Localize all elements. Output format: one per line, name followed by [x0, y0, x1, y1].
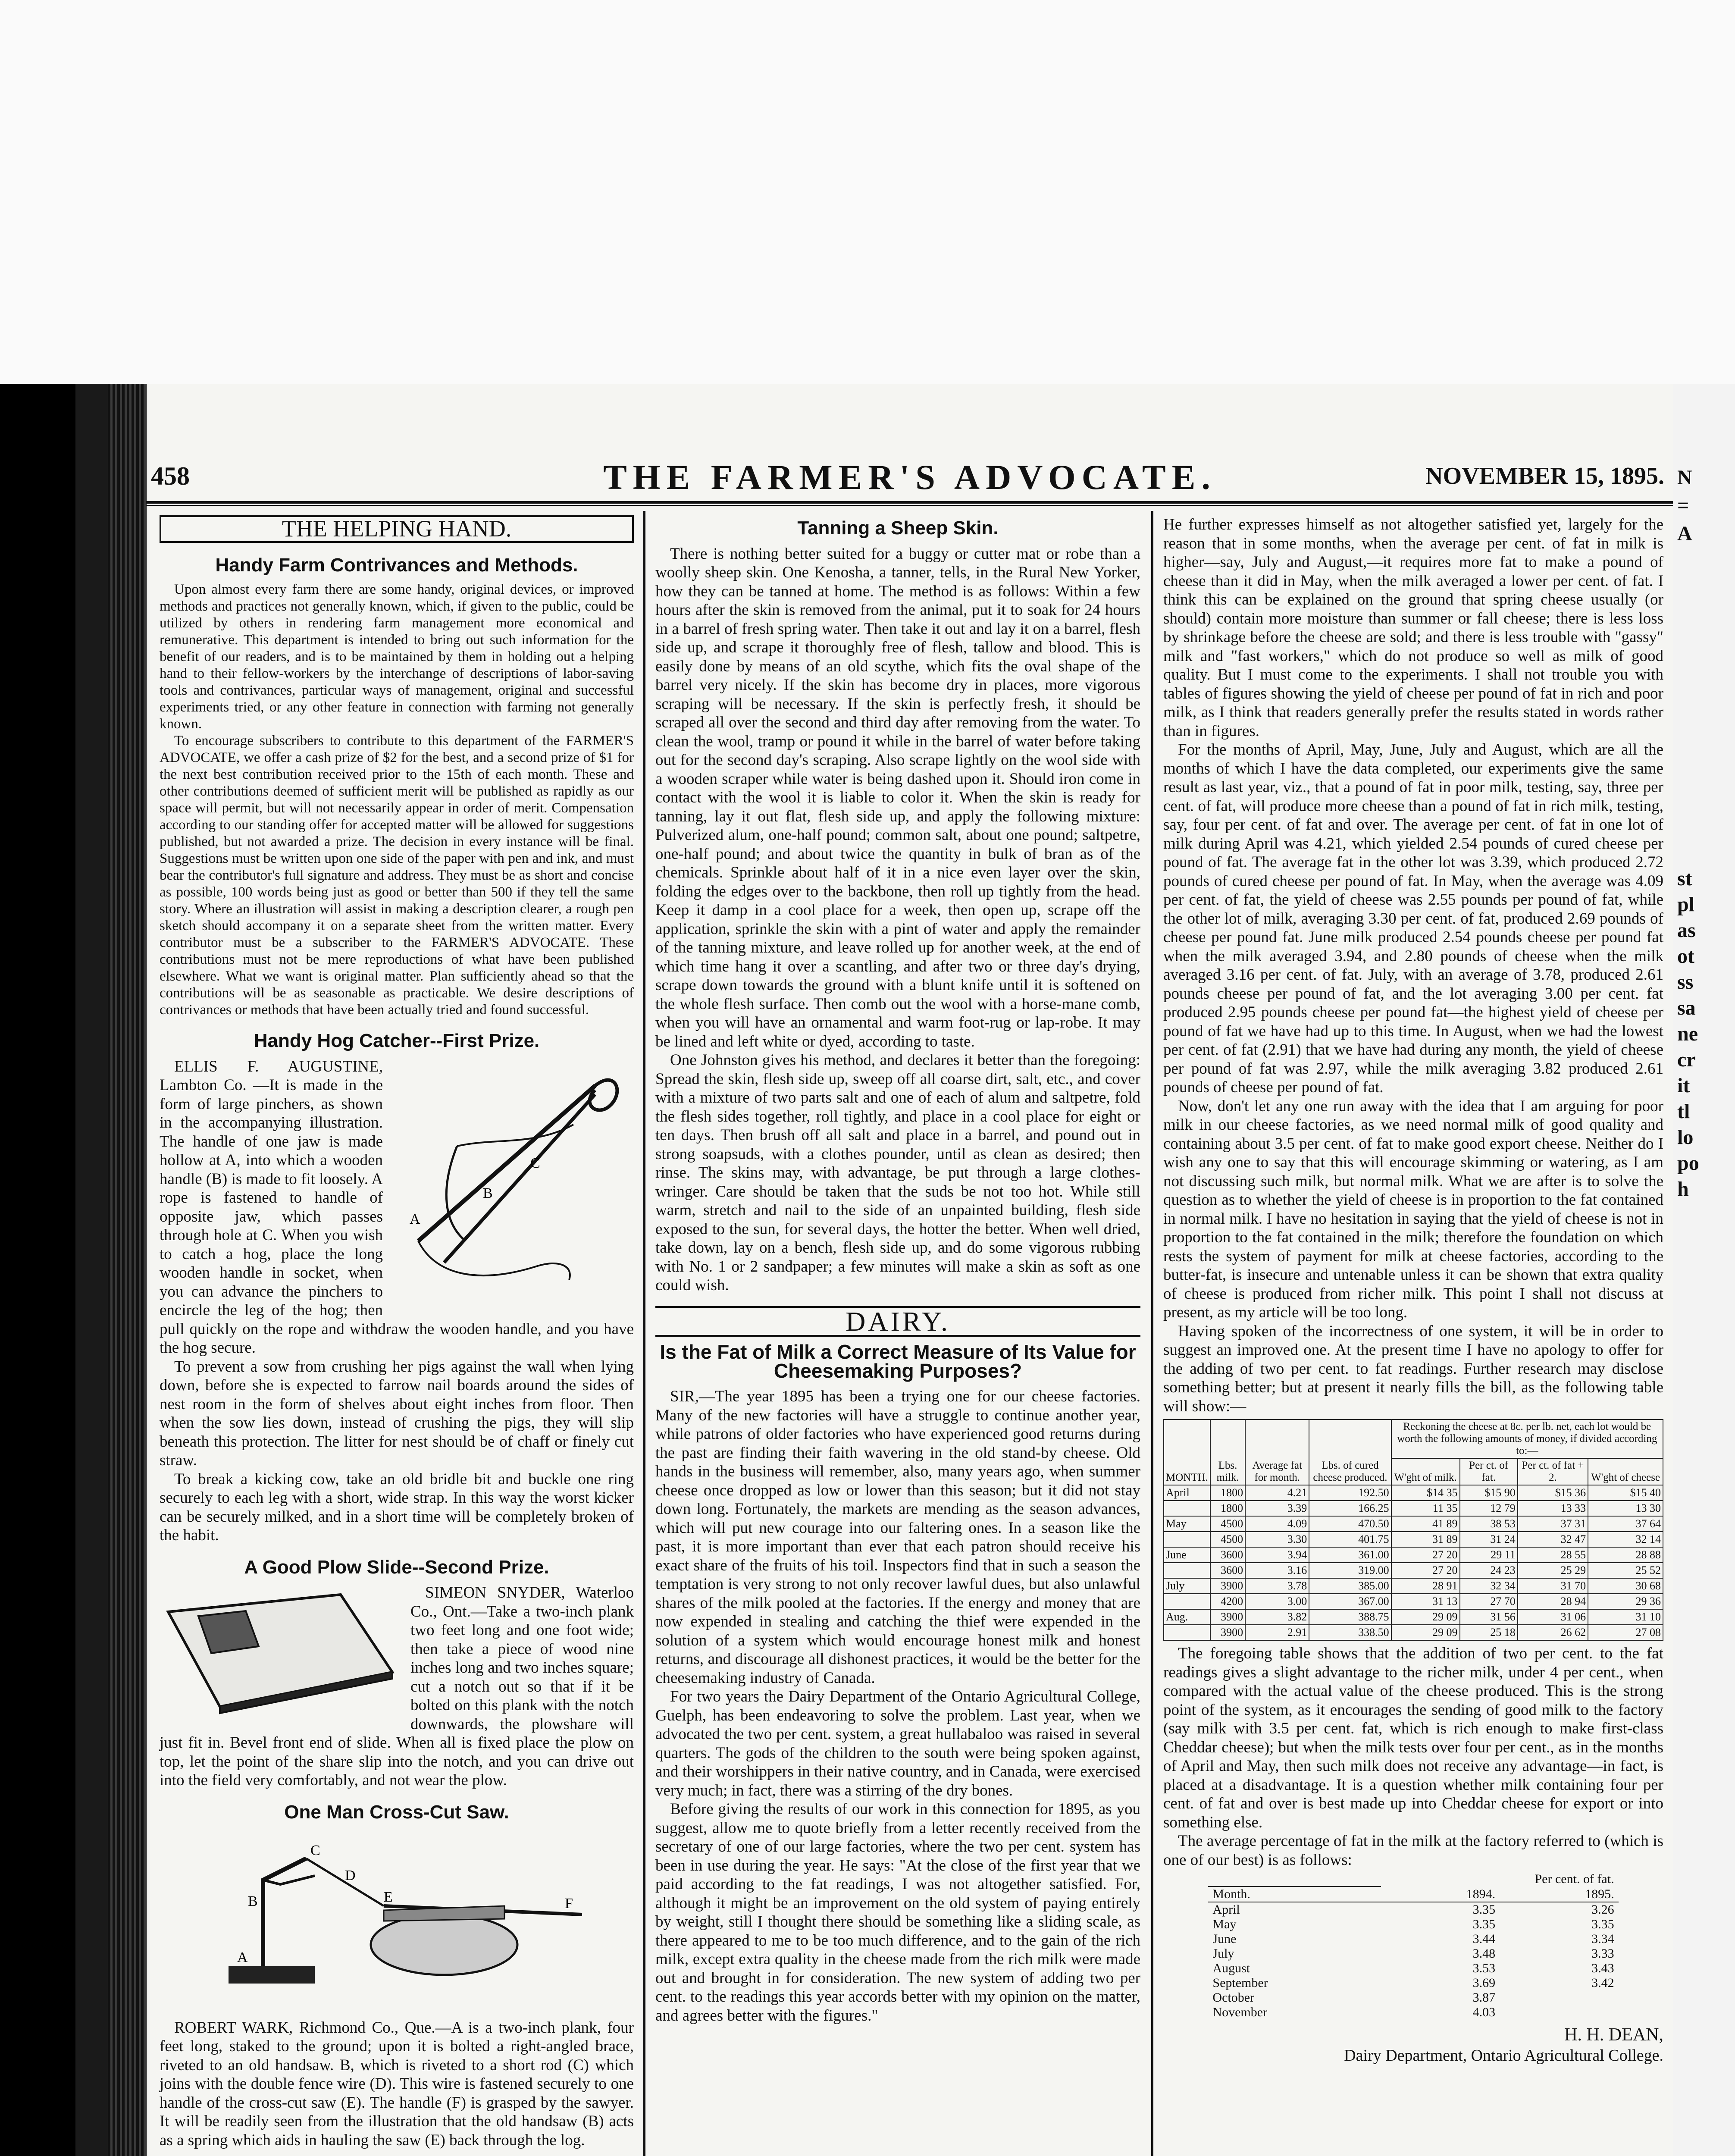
table-cell: 3.26 [1591, 1902, 1614, 1917]
table-cell: 29 09 [1391, 1609, 1460, 1625]
table-cell: $15 36 [1518, 1485, 1588, 1501]
dairy-cont-paragraph-3: Now, don't let any one run away with the idea that I am arguing for poor milk in our cheese factories, as we need normal milk of good quality and containing about 3.5 per cent. of fat to make good export cheese. Neither do I wish any one to say that this will encourage skimming or watering, as I am not discussing such milk, but normal milk. What we are after is to solve the question as to whether the yield of cheese is in proportion to the fat contained in normal milk. I have no hesitation in saying that the yield of cheese is not in proportion to the fat contained in the milk; therefore the foundation on which rests the system of payment for milk at cheese factories, according to the butter-fat, is insecure and untenable unless it can be shown that extra quality of cheese is produced from richer milk. This point I shall not discuss at present, as my article will be too long. [1163, 1097, 1663, 1321]
th-cured-cheese: Lbs. of cured cheese produced. [1309, 1420, 1391, 1485]
table-cell: 385.00 [1309, 1578, 1391, 1594]
table-cell: October [1212, 1990, 1255, 2005]
table-cell: Aug. [1164, 1609, 1210, 1625]
table-cell: July [1164, 1578, 1210, 1594]
table-row [1164, 1563, 1663, 1578]
table-cell: 24 23 [1460, 1563, 1518, 1578]
table-cell: 3.00 [1245, 1594, 1309, 1609]
cross-cut-saw-heading: One Man Cross-Cut Saw. [284, 1801, 509, 1823]
table-cell: 3900 [1210, 1609, 1245, 1625]
table-cell: 28 91 [1391, 1578, 1460, 1594]
edge-text-fragment: N [1677, 466, 1692, 489]
pct-th-1895: 1895. [1500, 1887, 1618, 1902]
table-row [1164, 1578, 1663, 1594]
table-cell [1164, 1563, 1210, 1578]
table-cell: 4.03 [1472, 2005, 1496, 2019]
table-cell: 38 53 [1460, 1516, 1518, 1532]
scan-top-margin [0, 0, 1735, 384]
edge-text-fragment: po [1677, 1152, 1699, 1175]
issue-date: NOVEMBER 15, 1895. [1425, 463, 1664, 489]
column-2 [655, 515, 1140, 2025]
table-cell: 3.30 [1245, 1532, 1309, 1547]
table-cell: 28 88 [1588, 1547, 1663, 1563]
table-cell: September [1212, 1976, 1268, 1990]
page-number: 458 [151, 462, 190, 490]
table-cell: 3.35 [1472, 1902, 1496, 1917]
dairy-heading: Is the Fat of Milk a Correct Measure of Its Value for Cheesemaking Purposes? [660, 1341, 1136, 1382]
table-cell: 29 09 [1391, 1625, 1460, 1640]
table-cell: 32 34 [1460, 1578, 1518, 1594]
table-cell: 3.39 [1245, 1501, 1309, 1516]
table-cell: July [1212, 1946, 1234, 1961]
table-row [1164, 1532, 1663, 1547]
table-cell: 3.94 [1245, 1547, 1309, 1563]
table-cell: 26 62 [1518, 1625, 1588, 1640]
table-cell: 32 14 [1588, 1532, 1663, 1547]
table-cell: 11 35 [1391, 1501, 1460, 1516]
table-cell: 27 20 [1391, 1563, 1460, 1578]
table-cell: 31 89 [1391, 1532, 1460, 1547]
column-3 [1163, 515, 1663, 2065]
pct-th-month: Month. [1208, 1887, 1381, 1902]
table-cell: $15 40 [1588, 1485, 1663, 1501]
edge-text-fragment: as [1677, 919, 1696, 942]
tanning-heading: Tanning a Sheep Skin. [797, 517, 999, 539]
helping-hand-title: THE HELPING HAND. [160, 515, 634, 543]
table-cell: 3.53 [1472, 1961, 1496, 1975]
table-cell: 4500 [1210, 1532, 1245, 1547]
th-weight-milk: W'ght of milk. [1391, 1458, 1460, 1485]
table-cell: 3.78 [1245, 1578, 1309, 1594]
table-cell: $14 35 [1391, 1485, 1460, 1501]
table-row [1208, 1902, 1618, 1917]
table-row [1208, 1946, 1618, 1961]
table-cell: 4.09 [1245, 1516, 1309, 1532]
saw-label-a: A [237, 1949, 248, 1965]
table-cell: 27 20 [1391, 1547, 1460, 1563]
table-cell: 3900 [1210, 1625, 1245, 1640]
table-cell: 25 18 [1460, 1625, 1518, 1640]
dairy-section-title: DAIRY. [846, 1306, 950, 1337]
table-cell: 37 64 [1588, 1516, 1663, 1532]
dairy-paragraph-3: Before giving the results of our work in this connection for 1895, as you suggest, allow me to quote briefly from a letter recently received from the secretary of one of our large factories, where the two per cent. system has been in use during the year. He says: "At the close of the first year that we paid according to the fat readings, I was not altogether satisfied. For, although it might be an improvement on the old system of paying entirely by weight, still I thought there should be something like a sliding scale, as there appeared to me to be too much difference, and to the gain of the rich milk, except extra quality in the cheese made from the rich milk were made out and brought in for consideration. The new system of adding two per cent. to the readings this year accords better with my opinion on the matter, and agrees better with the figures." [655, 1800, 1140, 2024]
table-cell: 470.50 [1309, 1516, 1391, 1532]
dairy-cont-paragraph-1: He further expresses himself as not altogether satisfied yet, largely for the reason that in some months, when the average per cent. of fat in milk is higher—say, July and August,—it requires more fat to make a pound of cheese than it did in May, when the milk averaged a lower per cent. of fat. I think this can be explained on the ground that spring cheese usually (or should) contain more moisture than summer or fall cheese; there is less loss by shrinkage before the cheese are sold; and there is less trouble with "gassy" milk and "fast workers," which do not produce so well as milk of good quality. But I must come to the experiments. I shall not trouble you with tables of figures showing the yield of cheese per pound of fat in rich and poor milk, as I think that readers generally prefer the results stated in words rather than in figures. [1163, 516, 1663, 740]
table-row [1164, 1594, 1663, 1609]
table-cell: 3.16 [1245, 1563, 1309, 1578]
table-cell: May [1212, 1917, 1237, 1931]
table-cell: 30 68 [1588, 1578, 1663, 1594]
book-binding [75, 384, 108, 2156]
table-cell: 12 79 [1460, 1501, 1518, 1516]
plow-slide-paragraph: SIMEON SNYDER, Waterloo Co., Ont.—Take a two-inch plank two feet long and one foot wide; then take a piece of wood nine inches long and two inches square; cut a notch out so that if it be bolted on this plank with the notch downwards, the plowshare will just fit in. Bevel front end of slide. When all is fixed place the plow on top, let the point of the share slip into the notch, and you can drive out into the field very comfortably, and not wear the plow. [160, 1584, 634, 1789]
table-row [1208, 1961, 1618, 1976]
th-month: MONTH. [1164, 1420, 1210, 1485]
cross-cut-saw-paragraph: ROBERT WARK, Richmond Co., Que.—A is a two-inch plank, four feet long, staked to the ground; upon it is bolted a right-angled brace, riveted to an old handsaw. B, which is riveted to a short rod (C) which joins with the double fence wire (D). This wire is fastened securely to one handle of the cross-cut saw (E). The handle (F) is grasped by the sawyer. It will be readily seen from the illustration that the old handsaw (B) acts as a spring which aids in hauling the saw (E) back through the log. [160, 2018, 634, 2149]
table-cell [1164, 1501, 1210, 1516]
table-cell: 3.48 [1472, 1946, 1496, 1961]
saw-label-b: B [248, 1893, 258, 1909]
saw-label-c: C [310, 1843, 320, 1858]
table-cell: 3.82 [1245, 1609, 1309, 1625]
dairy-paragraph-1: SIR,—The year 1895 has been a trying one for our cheese factories. Many of the new factories will have a struggle to continue another year, while patrons of older factories who have experienced good returns during the past are finding their faith wavering in the old stand-by cheese. Old hands in the business will remember, also, many years ago, when summer cheese once dropped as low or lower than this season; but it did not stay down long. Fortunately, the markets are mending as the season advances, which will put new courage into our faltering ones. In a season like the past, it is more important than ever that each patron should receive his exact share of the fruits of his toil. Inspectors find that in such a season the temptation is very strong to not only recover lawful dues, but also unlawful shares of the milk pooled at the factories. If the energy and money that are now expended in stealing and catching the thief were expended in the solution of a system which would encourage honest milk and honest returns, and discourage all dishonest practices, it would be the better for the cheesemaking industry of Canada. [655, 1388, 1140, 1687]
saw-label-e: E [384, 1889, 393, 1905]
table-cell: 319.00 [1309, 1563, 1391, 1578]
plow-slide-heading: A Good Plow Slide--Second Prize. [244, 1556, 549, 1578]
table-cell: June [1212, 1932, 1237, 1946]
pct-th-1894: 1894. [1381, 1887, 1500, 1902]
table-cell: 3600 [1210, 1563, 1245, 1578]
th-weight-cheese: W'ght of cheese [1588, 1458, 1663, 1485]
table-cell: 3600 [1210, 1547, 1245, 1563]
fig-label-c: C [530, 1155, 540, 1171]
edge-text-fragment: pl [1677, 893, 1695, 916]
table-cell: 28 94 [1518, 1594, 1588, 1609]
table-cell: 1800 [1210, 1485, 1245, 1501]
edge-text-fragment: ot [1677, 945, 1694, 968]
contrivances-heading: Handy Farm Contrivances and Methods. [215, 554, 578, 576]
dairy-cont-paragraph-6: The average percentage of fat in the milk at the factory referred to (which is one of our best) is as follows: [1163, 1832, 1663, 1869]
plow-slide-illustration [160, 1586, 401, 1715]
th-lbs-milk: Lbs. milk. [1210, 1420, 1245, 1485]
edge-text-fragment: h [1677, 1178, 1689, 1200]
table-cell: 3.35 [1472, 1917, 1496, 1931]
th-per-ct-fat-plus-2: Per ct. of fat + 2. [1518, 1458, 1588, 1485]
column-1 [160, 515, 634, 2156]
contrivances-paragraph-1: Upon almost every farm there are some handy, original devices, or improved methods and practices not generally known, which, if given to the public, could be utilized by others in rendering farm management more economical and remunerative. This department is intended to bring out such information for the benefit of our readers, and is to be maintained by them in holding out a helping hand to their fellow-workers by the interchange of descriptions of labor-saving tools and contrivances, particular ways of management, original and successful experiments tried, or any other feature in connection with farming not generally known. [160, 582, 634, 732]
newspaper-page [147, 384, 1673, 2156]
table-cell: 25 29 [1518, 1563, 1588, 1578]
table-cell: 4200 [1210, 1594, 1245, 1609]
table-cell: 361.00 [1309, 1547, 1391, 1563]
dairy-cont-paragraph-4: Having spoken of the incorrectness of one system, it will be in order to suggest an improved one. At the present time I have no apology to offer for the adding of two per cent. to fat readings. Further research may disclose something better; but at present it nearly fills the bill, as the following table will show:— [1163, 1322, 1663, 1415]
table-cell: 3.43 [1591, 1961, 1614, 1975]
table-cell: 3.87 [1472, 1990, 1496, 2005]
table-cell: May [1164, 1516, 1210, 1532]
table-cell: 31 56 [1460, 1609, 1518, 1625]
table-cell: 13 30 [1588, 1501, 1663, 1516]
table-row [1164, 1516, 1663, 1532]
table-cell [1164, 1532, 1210, 1547]
table-cell: 13 33 [1518, 1501, 1588, 1516]
edge-text-fragment: tl [1677, 1100, 1690, 1123]
header-rule [147, 501, 1673, 504]
table-cell [1164, 1625, 1210, 1640]
hog-catcher-heading: Handy Hog Catcher--First Prize. [254, 1030, 540, 1051]
table-row [1208, 1917, 1618, 1932]
table-cell: 31 24 [1460, 1532, 1518, 1547]
tanning-paragraph-2: One Johnston gives his method, and declares it better than the foregoing: Spread the skin, flesh side up, sweep off all coarse dirt, salt, etc., and cover with a mixture of two parts salt and one of each of alum and saltpetre, fold the flesh sides together, roll tightly, and place in a cool place for eight or ten days. Then brush off all salt and place in a barrel, and pound out in strong soapsuds, with a clothes pounder, until as clean as desired; then rinse. The skins may, with advantage, be put through a large clothes-wringer. Care should be taken that the suds be not too hot. While still warm, stretch and nail to the side of an unpainted building, flesh side exposed to the sun, for several days, the hotter the better. When well dried, take down, lay on a bench, flesh side up, and do some vigorous rubbing with No. 1 or 2 sandpaper; a few minutes will make a skin as soft as one could wish. [655, 1051, 1140, 1294]
table-cell: 32 47 [1518, 1532, 1588, 1547]
table-cell: 31 06 [1518, 1609, 1588, 1625]
table-row [1164, 1625, 1663, 1640]
table-cell: 401.75 [1309, 1532, 1391, 1547]
dairy-cont-paragraph-5: The foregoing table shows that the addition of two per cent. to the fat readings gives a slight advantage to the richer milk, under 4 per cent., when compared with the actual value of the cheese produced. This is the strong point of the system, as it encourages the sending of good milk to the factory (say milk with 3.5 per cent. fat, which is rich enough to make first-class Cheddar cheese); but when the milk tests over four per cent., as in the months of April and May, then such milk does not receive any advantage—in fact, is placed at a disadvantage. It is a question whether milk containing four per cent. of fat and over is best made up into Cheddar cheese for export or into something else. [1163, 1645, 1663, 1831]
hog-catcher-paragraph-2: To prevent a sow from crushing her pigs against the wall when lying down, before she is expected to farrow nail boards around the sides of nest room in the form of shelves about eight inches from floor. Then when the sow lies down, instead of crushing the pigs, they will slip beneath this protection. The litter for nest should be of chaff or finely cut straw. [160, 1357, 634, 1469]
table-cell: April [1164, 1485, 1210, 1501]
table-row [1208, 1990, 1618, 2005]
dairy-cont-paragraph-2: For the months of April, May, June, July and August, which are all the months of which I have the data completed, our experiments give the same result as last year, viz., that a pound of fat in poor milk, testing, say, three per cent. of fat, will produce more cheese than a pound of fat in rich milk, testing, say, four per cent. of fat and over. The average per cent. of fat in one lot of milk during April was 4.21, which yielded 2.54 pounds of cured cheese per pound of fat. The average fat in the other lot was 3.39, which produced 2.72 pounds of cured cheese per pound of fat. In May, when the average was 4.09 per cent. of fat, the yield of cheese was 2.55 pounds per pound of fat, while the other lot of milk, averaging 3.30 per cent. of fat, produced 2.69 pounds of cheese per pound fat. June milk produced 2.54 pounds cheese per pound fat when the milk averaged 3.94, and 2.80 pounds of cheese when the milk averaged 3.16 per cent. of fat. July, with an average of 3.78, produced 2.61 pounds cheese per pound of fat, and the lot averaging 3.00 per cent. fat produced 2.95 pounds cheese per pound fat—the highest yield of cheese per pound of fat we have had up to this time. In August, when we had the lowest per cent. of fat (2.91) that we have had during any month, the yield of cheese per pound of fat was 2.97, while the milk averaging 3.82 produced 2.61 pounds of cheese per pound of fat. [1163, 741, 1663, 1096]
table-row [1164, 1609, 1663, 1625]
hog-catcher-illustration [392, 1060, 634, 1301]
table-cell: 37 31 [1518, 1516, 1588, 1532]
table-cell: $15 90 [1460, 1485, 1518, 1501]
fig-label-b: B [483, 1185, 493, 1201]
table-cell: 192.50 [1309, 1485, 1391, 1501]
table-cell: 3.42 [1591, 1976, 1614, 1990]
table-cell: 3.69 [1472, 1976, 1496, 1990]
table-cell: November [1212, 2005, 1268, 2019]
edge-text-fragment: sa [1677, 997, 1696, 1019]
page-header [147, 453, 1673, 500]
table-row [1208, 2005, 1618, 2020]
cross-cut-saw-illustration [160, 1828, 634, 2014]
table-cell: 31 70 [1518, 1578, 1588, 1594]
th-reckoning-group: Reckoning the cheese at 8c. per lb. net, each lot would be worth the following amounts of money, if divided according to:— [1391, 1420, 1663, 1458]
edge-text-fragment: cr [1677, 1048, 1696, 1071]
th-per-ct-fat: Per ct. of fat. [1460, 1458, 1518, 1485]
table-cell: 27 08 [1588, 1625, 1663, 1640]
edge-text-fragment: = [1677, 494, 1689, 517]
table-cell [1500, 1990, 1618, 2005]
saw-label-f: F [565, 1896, 573, 1912]
table-cell [1500, 2005, 1618, 2020]
table-cell: 3.33 [1591, 1946, 1614, 1961]
hog-catcher-paragraph-3: To break a kicking cow, take an old bridle bit and buckle one ring securely to each leg with a short, wide strap. In this way the worst kicker can be securely milked, and in a short time will be completely broken of the habit. [160, 1470, 634, 1544]
table-cell: 4.21 [1245, 1485, 1309, 1501]
table-cell: 31 13 [1391, 1594, 1460, 1609]
table-row [1208, 1932, 1618, 1946]
table-cell: 27 70 [1460, 1594, 1518, 1609]
table-row [1164, 1547, 1663, 1563]
table-cell: 25 52 [1588, 1563, 1663, 1578]
table-cell: 166.25 [1309, 1501, 1391, 1516]
edge-text-fragment: st [1677, 867, 1692, 890]
table-cell: 3.34 [1591, 1932, 1614, 1946]
table-cell: 28 55 [1518, 1547, 1588, 1563]
table-cell: 3900 [1210, 1578, 1245, 1594]
table-row [1164, 1501, 1663, 1516]
table-cell: 29 11 [1460, 1547, 1518, 1563]
tanning-paragraph-1: There is nothing better suited for a buggy or cutter mat or robe than a woolly sheep skin. One Kenosha, a tanner, tells, in the Rural New Yorker, how they can be tanned at home. The method is as follows: Within a few hours after the skin is removed from the animal, put it to soak for 24 hours in a barrel of fresh spring water. Then take it out and lay it on a barrel, flesh side up, and scrape it thoroughly free of flesh, tallow and blood. This is easily done by means of an old scythe, which fits the oval shape of the barrel very nicely. If the skin has become dry in places, more vigorous scraping will be necessary. If the skin is perfectly fresh, it should be scraped all over the second and third day after removing from the water. To clean the wool, tramp or pound it while in the barrel of water before taking out for the second day's scraping. Also scrape lightly on the wool side with a wooden scraper while water is being dashed upon it. Should iron come in contact with the wool it is liable to color it. When the skin is ready for tanning, lay it out flat, flesh side up, and apply the following mixture: Pulverized alum, one-half pound; common salt, about one pound; saltpetre, one-half pound; and about twice the quantity in bulk of bran as of the chemicals. Sprinkle about half of it in a nice even layer over the skin, folding the edges over to the backbone, then roll up tightly from the head. Keep it damp in a cool place for a week, then open up, scrape off the application, sprinkle the skin with a pint of water and apply the remainder of the tanning mixture, and leave rolled up for another week, at the end of which time hang it over a scantling, and after two or three day's drying, scrape down towards the ground with a blunt knife until it is softened on the whole flesh surface. Then comb out the wool with a horse-mane comb, when you will have an ornamental and warm foot-rug or lap-robe. It may be lined and left white or dyed, according to taste. [655, 545, 1140, 1050]
table-cell [1164, 1594, 1210, 1609]
pct-table-title: Per cent. of fat. [1535, 1872, 1614, 1886]
table-cell: 29 36 [1588, 1594, 1663, 1609]
th-average-fat: Average fat for month. [1245, 1420, 1309, 1485]
table-cell: August [1212, 1961, 1250, 1975]
table-cell: June [1164, 1547, 1210, 1563]
table-cell: 1800 [1210, 1501, 1245, 1516]
table-cell: 388.75 [1309, 1609, 1391, 1625]
edge-text-fragment: it [1677, 1074, 1690, 1097]
table-cell: 4500 [1210, 1516, 1245, 1532]
column-divider-1 [643, 511, 645, 2156]
dairy-paragraph-2: For two years the Dairy Department of the Ontario Agricultural College, Guelph, has been endeavoring to solve the problem. Last year, when we advocated the two per cent. system, a great hullabaloo was raised in several quarters. The gods of the children to the south were being spoken against, and their worshippers in their native country, and in Canada, were exercised very much; in fact, there was a stirring of the dry bones. [655, 1688, 1140, 1799]
masthead-title: THE FARMER'S ADVOCATE. [603, 458, 1216, 497]
edge-text-fragment: ne [1677, 1022, 1698, 1045]
column-divider-2 [1151, 511, 1153, 2156]
fat-percentage-table [1208, 1872, 1618, 2020]
edge-text-fragment: lo [1677, 1126, 1694, 1149]
table-cell: 367.00 [1309, 1594, 1391, 1609]
edge-text-fragment: A [1677, 522, 1692, 545]
author-name: H. H. DEAN, [1564, 2025, 1663, 2045]
hog-catcher-paragraph-1: ELLIS F. AUGUSTINE, Lambton Co. —It is made in the form of large pinchers, as shown in the accompanying illustration. The handle of one jaw is made hollow at A, into which a wooden handle (B) is made to fit loosely. A rope is fastened to handle of opposite jaw, which passes through hole at C. When you wish to catch a hog, place the long wooden handle in socket, when you can advance the pinchers to encircle the leg of the hog; then pull quickly on the rope and withdraw the wooden handle, and you have the hog secure. [160, 1057, 634, 1357]
fig-label-a: A [410, 1211, 420, 1227]
edge-text-fragment: ss [1677, 971, 1694, 993]
contrivances-paragraph-2: To encourage subscribers to contribute to this department of the FARMER'S ADVOCATE, we offer a cash prize of $2 for the best, and a second prize of $1 for the next best contribution received prior to the 15th of each month. These and other contributions deemed of sufficient merit will be published as rapidly as our space will permit, but will not necessarily appear in order of merit. Compensation according to our standing offer for accepted matter will be allowed for suggestions published, but not awarded a prize. The decision in every instance will be final. Suggestions must be written upon one side of the paper with pen and ink, and must bear the contributor's full signature and address. They must be as short and concise as possible, 100 words being just as good or better than 500 if they tell the same story. Where an illustration will assist in making a description clearer, a rough pen sketch should accompany it on a separate sheet from the written matter. Every contributor must be a subscriber to the FARMER'S ADVOCATE. These contributions must not be mere reproductions of what have been published elsewhere. What we want is original matter. Plan sufficiently ahead so that the contributions will be as seasonable as practicable. We desire descriptions of contrivances or methods that have been actually tried and found successful. [160, 733, 634, 1018]
table-cell: April [1212, 1902, 1240, 1917]
table-cell: 338.50 [1309, 1625, 1391, 1640]
table-row [1208, 1976, 1618, 1990]
next-page-edge [1673, 384, 1735, 2156]
table-cell: 41 89 [1391, 1516, 1460, 1532]
table-cell: 3.44 [1472, 1932, 1496, 1946]
saw-label-d: D [345, 1868, 356, 1883]
table-cell: 3.35 [1591, 1917, 1614, 1931]
table-cell: 2.91 [1245, 1625, 1309, 1640]
header-rule-thin [147, 505, 1673, 506]
table-cell: 31 10 [1588, 1609, 1663, 1625]
cheese-yield-table [1163, 1419, 1663, 1641]
table-row [1164, 1485, 1663, 1501]
author-department: Dairy Department, Ontario Agricultural College. [1344, 2046, 1663, 2065]
page-stack-edge [108, 384, 147, 2156]
